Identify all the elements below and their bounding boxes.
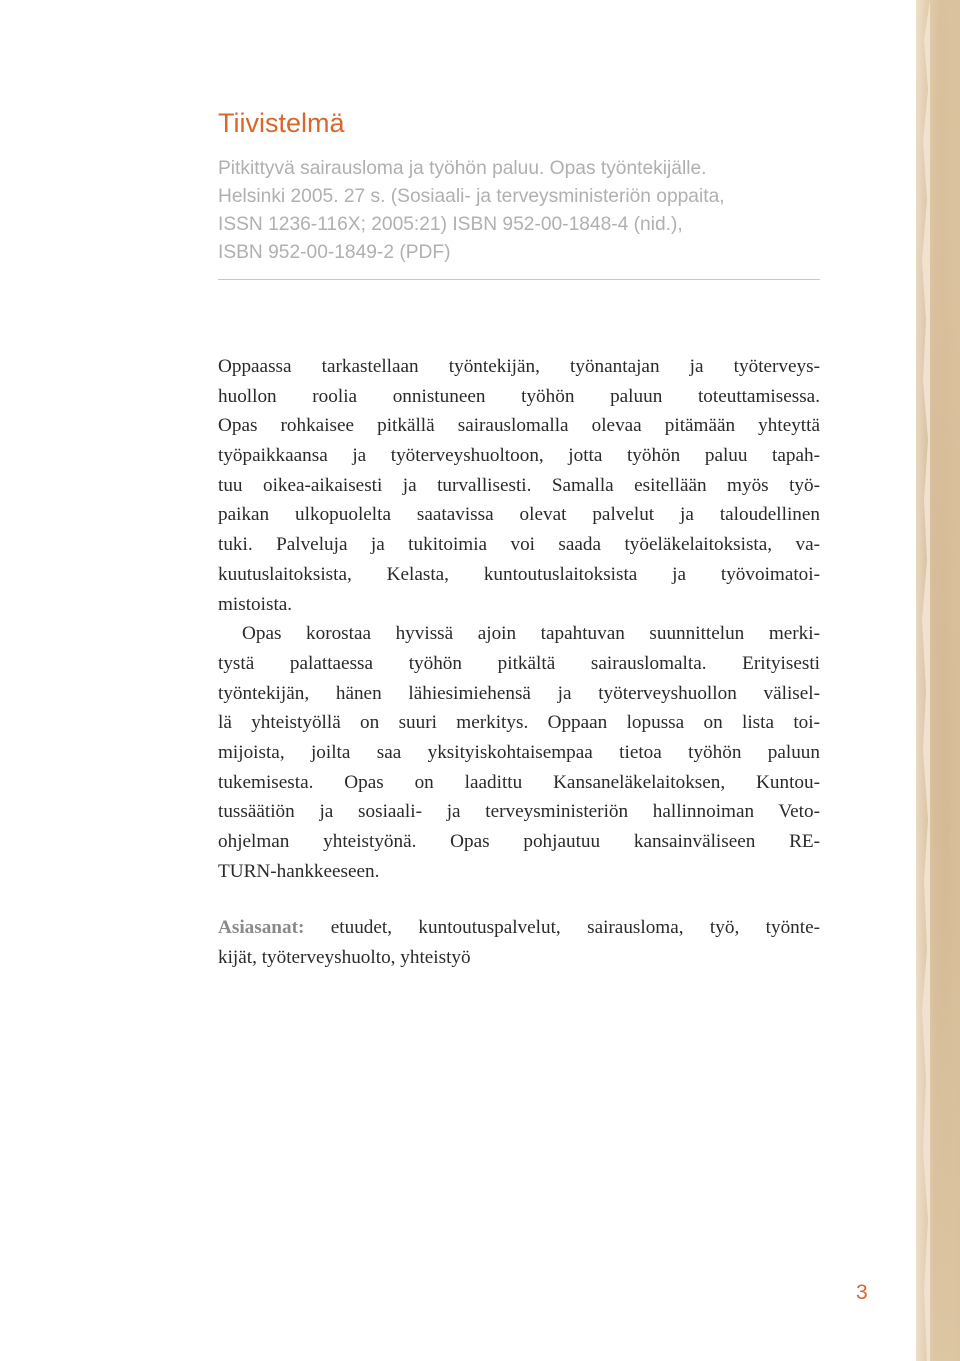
text-line: mijoista, joilta saa yksityiskohtaisempaa tietoa työhön paluun: [218, 741, 820, 763]
keywords-line: [218, 913, 820, 943]
text-line: paikan ulkopuolelta saatavissa olevat palvelut ja taloudellinen: [218, 504, 820, 526]
text-line: Oppaassa tarkastellaan työntekijän, työnantajan ja työterveys-: [218, 356, 820, 377]
text-line: ohjelman yhteistyönä. Opas pohjautuu kansainväliseen RE-: [218, 831, 820, 852]
section-divider: [218, 279, 820, 280]
text-line: työntekijän, hänen lähiesimiehensä ja työterveyshuollon välisel-: [218, 682, 820, 704]
text-line: Opas rohkaisee pitkällä sairauslomalla olevaa pitämään yhteyttä: [218, 415, 820, 437]
citation-line: ISBN 952-00-1849-2 (PDF): [218, 242, 451, 263]
text-line: huollon roolia onnistuneen työhön paluun toteuttamisessa.: [218, 385, 820, 407]
citation-line: Helsinki 2005. 27 s. (Sosiaali- ja terveysministeriön oppaita,: [218, 186, 725, 207]
citation-line: Pitkittyvä sairausloma ja työhön paluu. Opas työntekijälle.: [218, 158, 707, 179]
text-line: työpaikkaansa ja työterveyshuoltoon, jotta työhön paluu tapah-: [218, 445, 820, 467]
text-line: mistoista.: [218, 593, 293, 615]
keywords-line: kijät, työterveyshuolto, yhteistyö: [218, 946, 471, 968]
keywords-block: [218, 913, 820, 972]
torn-edge-decoration: [920, 0, 930, 1361]
text-line: kuutuslaitoksista, Kelasta, kuntoutuslaitoksista ja työvoimatoi-: [218, 563, 820, 585]
text-line: TURN-hankkeeseen.: [218, 860, 380, 882]
text-line: tystä palattaessa työhön pitkältä sairauslomalta. Erityisesti: [218, 652, 820, 674]
abstract-paragraph-1: [218, 352, 820, 619]
text-line: tussäätiön ja sosiaali- ja terveysministeriön hallinnoiman Veto-: [218, 801, 820, 823]
keywords-values: etuudet, kuntoutuspalvelut, sairausloma, työ, työnte-: [330, 917, 820, 938]
text-line: lä yhteistyöllä on suuri merkitys. Oppaan lopussa on lista toi-: [218, 712, 820, 734]
citation-block: [218, 155, 818, 267]
text-line: tuki. Palveluja ja tukitoimia voi saada työeläkelaitoksista, va-: [218, 534, 820, 556]
abstract-body: [218, 352, 820, 886]
text-line: tukemisesta. Opas on laadittu Kansaneläkelaitoksen, Kuntou-: [218, 771, 820, 793]
citation-line: ISSN 1236-116X; 2005:21) ISBN 952-00-1848-4 (nid.),: [218, 214, 683, 235]
abstract-paragraph-2: [218, 619, 820, 886]
keywords-label: Asiasanat:: [218, 917, 305, 938]
text-line: tuu oikea-aikaisesti ja turvallisesti. Samalla esitellään myös työ-: [218, 474, 820, 496]
text-line: Opas korostaa hyvissä ajoin tapahtuvan suunnittelun merki-: [242, 623, 820, 645]
page-title: Tiivistelmä: [218, 108, 345, 138]
page-number: 3: [856, 1281, 868, 1304]
